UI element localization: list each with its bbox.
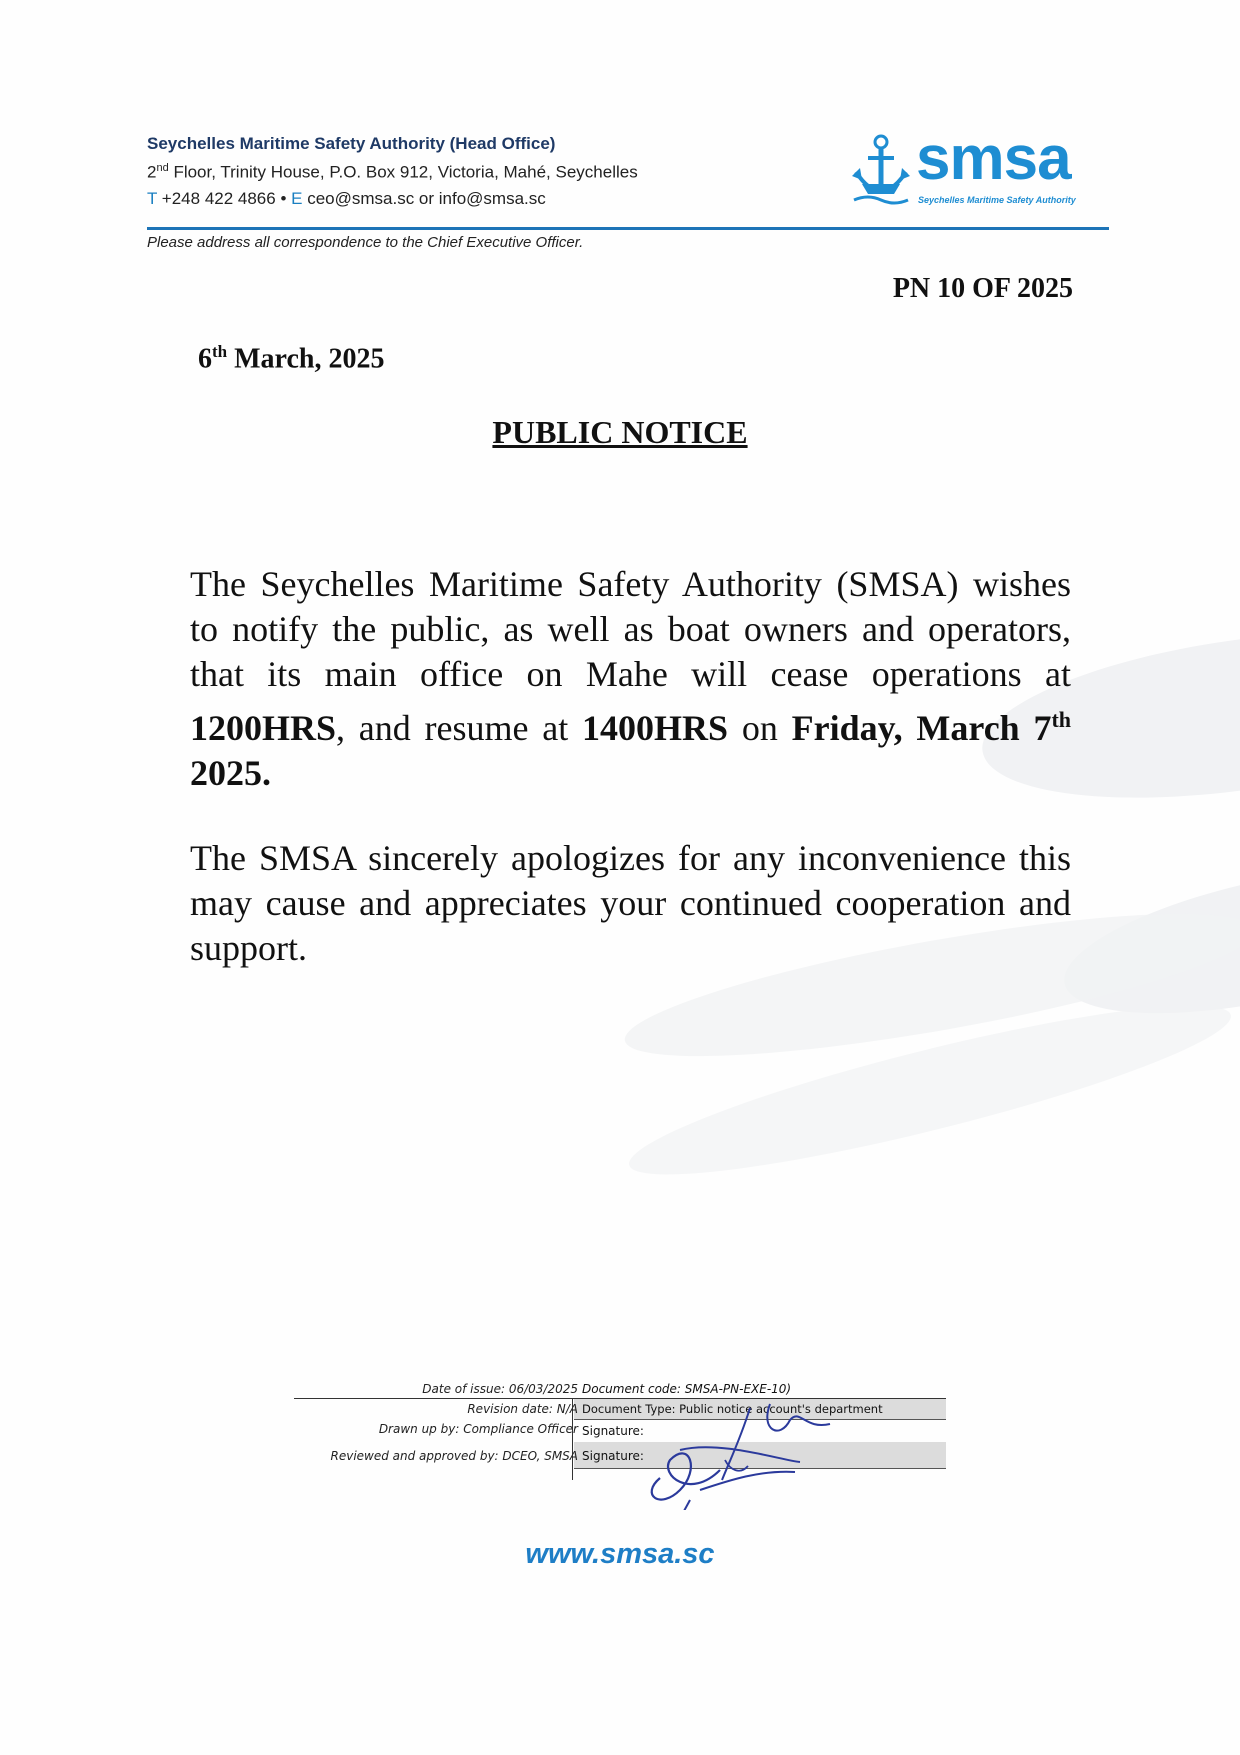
anchor-ship-icon — [848, 132, 914, 210]
closure-date-a: Friday, March 7 — [791, 708, 1052, 748]
logo-wordmark: smsa — [916, 124, 1071, 193]
date-day: 6 — [198, 343, 212, 375]
handwritten-signature — [630, 1400, 860, 1510]
closure-date-b: 2025. — [190, 753, 271, 793]
notice-paragraph-1 — [190, 562, 1071, 796]
separator: • — [280, 188, 287, 208]
date-of-issue: Date of issue: 06/03/2025 — [422, 1382, 578, 1396]
phone-label: T — [147, 188, 158, 208]
cease-time: 1200HRS — [190, 708, 337, 748]
email-label: E — [286, 188, 303, 208]
notice-date — [198, 342, 384, 375]
address-floor-suffix: nd — [156, 162, 169, 174]
org-name: Seychelles Maritime Safety Authority (Head Office) — [147, 134, 556, 153]
org-contact — [147, 186, 767, 212]
notice-paragraph-2: The SMSA sincerely apologizes for any inconvenience this may cause and appreciates your continued cooperation and support. — [190, 838, 1071, 968]
document-code: Document code: SMSA-PN-EXE-10) — [582, 1382, 792, 1396]
p1-text-c: on — [728, 708, 792, 748]
notice-title-text: PUBLIC NOTICE — [492, 414, 748, 450]
signature-1-label: Signature: — [582, 1424, 644, 1438]
letterhead-divider — [147, 227, 1109, 230]
date-suffix: th — [212, 342, 228, 361]
address-rest: Floor, Trinity House, P.O. Box 912, Victoria, Mahé, Seychelles — [168, 162, 638, 182]
letterhead-address-block — [147, 133, 767, 212]
revision-date: Revision date: N/A — [467, 1402, 578, 1416]
closure-date-suffix: th — [1051, 707, 1072, 732]
document-type: Document Type: Public notice account's department — [582, 1402, 883, 1416]
website-url[interactable]: www.smsa.sc — [525, 1538, 715, 1570]
date-rest: March, 2025 — [227, 343, 385, 375]
signature-2-label: Signature: — [582, 1449, 644, 1463]
correspondence-note: Please address all correspondence to the Chief Executive Officer. — [147, 234, 584, 251]
logo-tagline: Seychelles Maritime Safety Authority — [918, 195, 1076, 205]
p1-text-b: , and resume at — [336, 708, 583, 748]
smsa-logo — [848, 124, 1110, 212]
phone-number: +248 422 4866 — [157, 188, 281, 208]
address-floor: 2 — [147, 162, 157, 182]
reviewed-by: Reviewed and approved by: DCEO, SMSA — [330, 1449, 578, 1463]
drawn-up-by: Drawn up by: Compliance Officer — [378, 1422, 578, 1436]
p1-text-a: The Seychelles Maritime Safety Authority (SMSA) wishes to notify the public, as well as boat owners and operators, that its main office on Mahe will cease operations at — [190, 564, 1071, 694]
resume-time: 1400HRS — [582, 708, 729, 748]
email-address: ceo@smsa.sc or info@smsa.sc — [302, 188, 546, 208]
notice-reference: PN 10 OF 2025 — [892, 273, 1073, 304]
org-address — [147, 155, 767, 186]
notice-title — [0, 414, 1240, 451]
